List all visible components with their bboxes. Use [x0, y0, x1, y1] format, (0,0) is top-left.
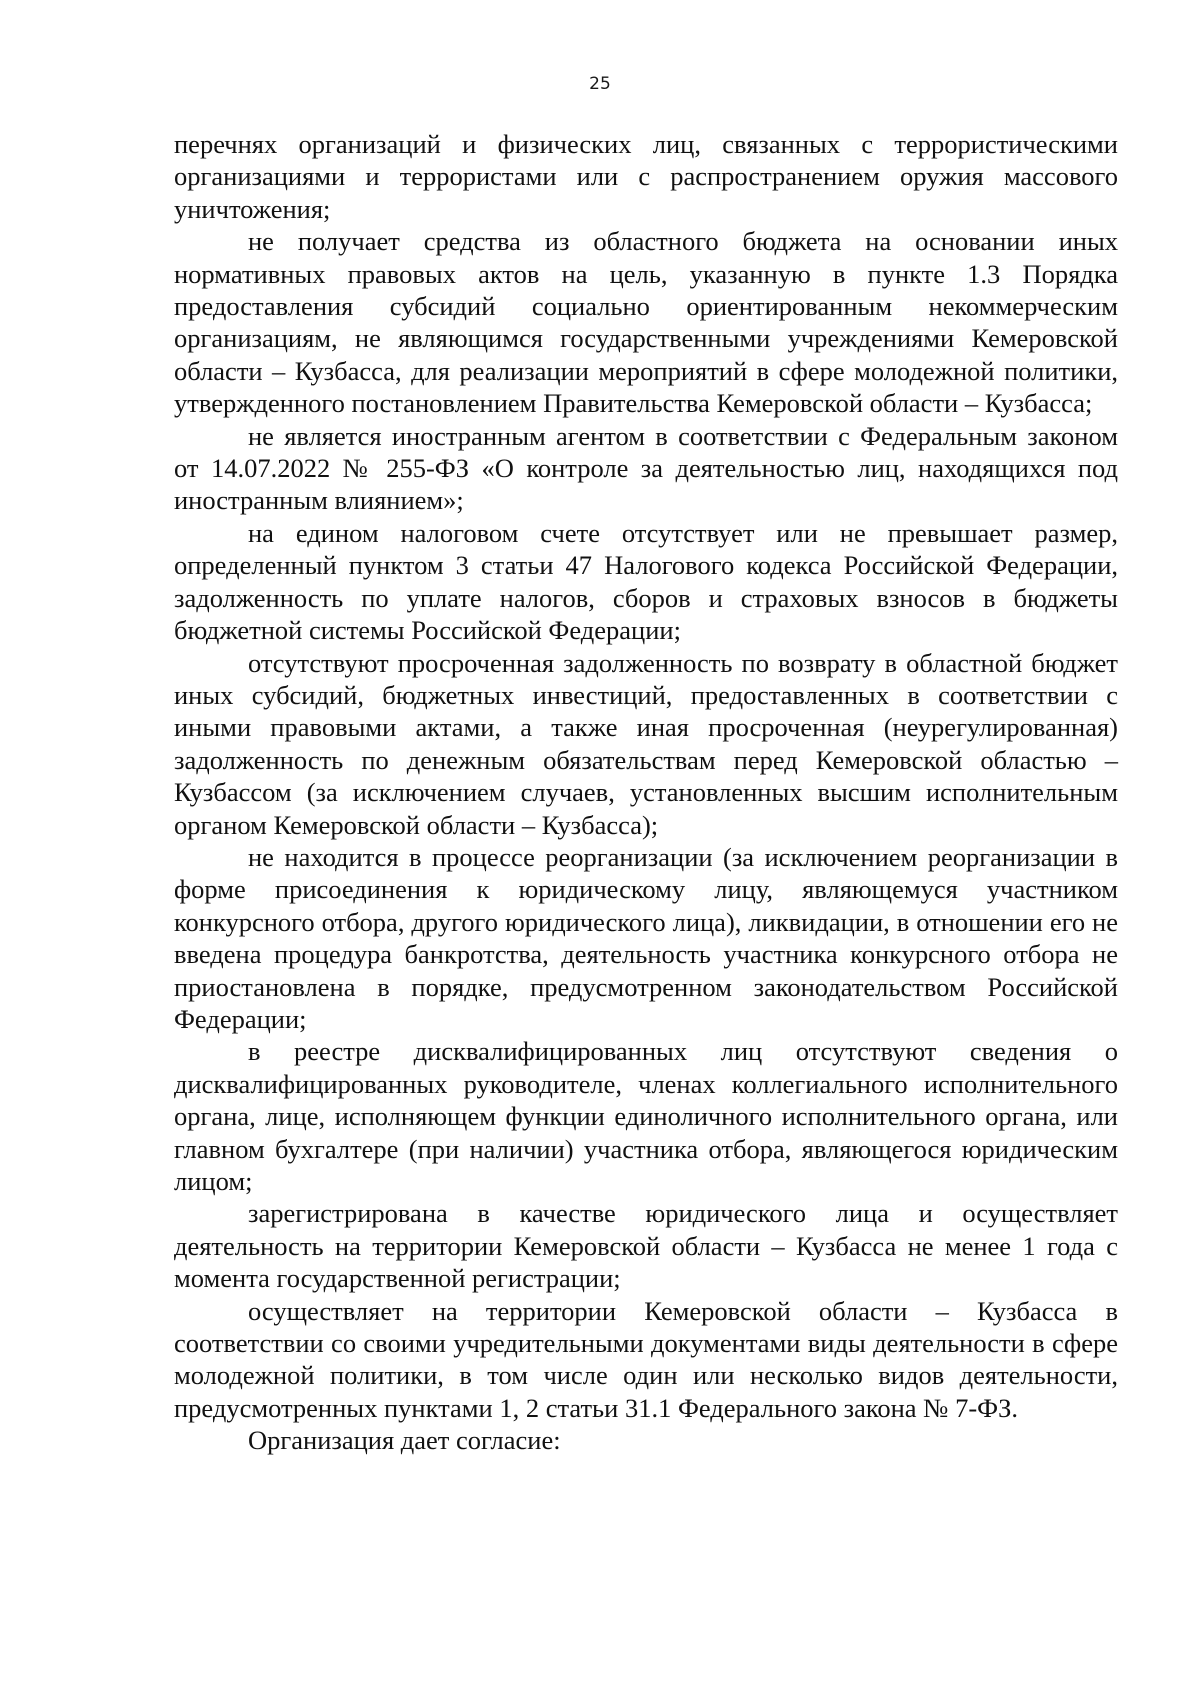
paragraph-youth-policy-activity: осуществляет на территории Кемеровской области – Кузбасса в соответствии со своими учредительными документами виды деятельности в сфере молодежной политики, в том числе один или несколько видов деятельности, предусмотренных пунктами 1, 2 статьи 31.1 Федерального закона № 7-ФЗ. [174, 1295, 1118, 1423]
paragraph-tax-account: на едином налоговом счете отсутствует или не превышает размер, определенный пунктом 3 статьи 47 Налогового кодекса Российской Федерации, задолженность по уплате налогов, сборов и страховых взносов в бюджеты бюджетной системы Российской Федерации; [174, 517, 1118, 646]
document-body [174, 128, 1118, 1457]
page-number: 25 [589, 74, 611, 94]
paragraph-disqualified-persons: в реестре дисквалифицированных лиц отсутствуют сведения о дисквалифицированных руководителе, членах коллегиального исполнительного органа, лице, исполняющем функции единоличного исполнительного органа, или главном бухгалтере (при наличии) участника отбора, являющегося юридическим лицом; [174, 1036, 1118, 1196]
paragraph-overdue-debt: отсутствуют просроченная задолженность по возврату в областной бюджет иных субсидий, бюджетных инвестиций, предоставленных в соответствии с иными правовыми актами, а также иная просроченная (неурегулированная) задолженность по денежным обязательствам перед Кемеровской областью – Кузбассом (за исключением случаев, установленных высшим исполнительным органом Кемеровской области – Кузбасса); [174, 647, 1118, 840]
paragraph-reorganization: не находится в процессе реорганизации (за исключением реорганизации в форме присоединения к юридическому лицу, являющемуся участником конкурсного отбора, другого юридического лица), ликвидации, в отношении его не введена процедура банкротства, деятельность участника конкурсного отбора не приостановлена в порядке, предусмотренном законодательством Российской Федерации; [174, 841, 1118, 1034]
paragraph-registration: зарегистрирована в качестве юридического лица и осуществляет деятельность на территории Кемеровской области – Кузбасса не менее 1 года с момента государственной регистрации; [174, 1198, 1118, 1294]
paragraph-not-foreign-agent: не является иностранным агентом в соответствии с Федеральным законом от 14.07.2022 № 255-ФЗ «О контроле за деятельностью лиц, находящихся под иностранным влиянием»; [174, 420, 1118, 516]
paragraph-consent: Организация дает согласие: [248, 1425, 561, 1456]
paragraph-no-budget-funds: не получает средства из областного бюджета на основании иных нормативных правовых актов на цель, указанную в пункте 1.3 Порядка предоставления субсидий социально ориентированным некоммерческим организациям, не являющимся государственными учреждениями Кемеровской области – Кузбасса, для реализации мероприятий в сфере молодежной политики, утвержденного постановлением Правительства Кемеровской области – Кузбасса; [174, 226, 1118, 419]
paragraph-continuation: перечнях организаций и физических лиц, связанных с террористическими организациями и террористами или с распространением оружия массового уничтожения; [174, 129, 1118, 224]
